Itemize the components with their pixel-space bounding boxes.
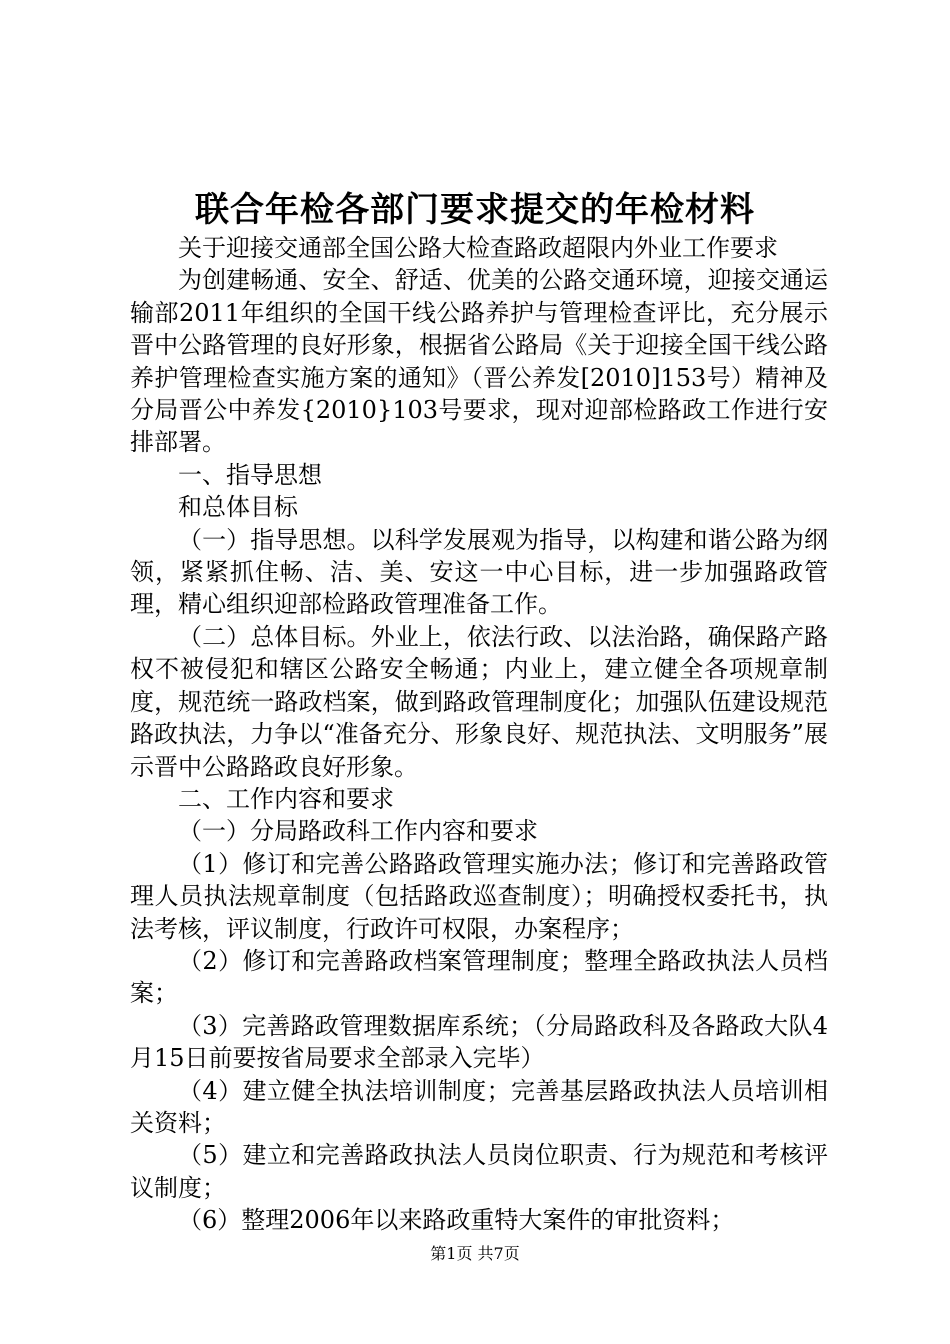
list-item-1: （1）修订和完善公路路政管理实施办法；修订和完善路政管理人员执法规章制度（包括路政巡查制度）；明确授权委托书，执法考核，评议制度，行政许可权限，办案程序； (130, 849, 828, 943)
subsection-heading: （一）分局路政科工作内容和要求 (178, 817, 538, 846)
paragraph-subtitle: 关于迎接交通部全国公路大检查路政超限内外业工作要求 (178, 234, 778, 262)
section-heading-1: 一、指导思想 (178, 460, 322, 489)
paragraph-guiding-thought: （一）指导思想。以科学发展观为指导，以构建和谐公路为纲领，紧紧抓住畅、洁、美、安这一中心目标，进一步加强路政管理，精心组织迎部检路政管理准备工作。 (130, 525, 828, 619)
list-item-5: （5）建立和完善路政执法人员岗位职责、行为规范和考核评议制度； (130, 1141, 828, 1202)
list-item-4: （4）建立健全执法培训制度；完善基层路政执法人员培训相关资料； (130, 1076, 828, 1137)
document-body (130, 232, 828, 1237)
section-heading-1-continued: 和总体目标 (178, 493, 298, 522)
list-item-2: （2）修订和完善路政档案管理制度；整理全路政执法人员档案； (130, 946, 828, 1008)
paragraph-intro: 为创建畅通、安全、舒适、优美的公路交通环境，迎接交通运输部2011年组织的全国干线公路养护与管理检查评比，充分展示晋中公路管理的良好形象，根据省公路局《关于迎接全国干线公路养护管理检查实施方案的通知》（晋公养发[2010]153号）精神及分局晋公中养发{2010}103号要求，现对迎部检路政工作进行安排部署。 (130, 266, 828, 457)
page-footer: 第1页 共7页 (430, 1244, 520, 1263)
document-title: 联合年检各部门要求提交的年检材料 (195, 190, 755, 230)
list-item-6: （6）整理2006年以来路政重特大案件的审批资料； (178, 1206, 735, 1235)
section-heading-2: 二、工作内容和要求 (178, 784, 394, 813)
paragraph-overall-goal: （二）总体目标。外业上，依法行政、以法治路，确保路产路权不被侵犯和辖区公路安全畅通；内业上，建立健全各项规章制度，规范统一路政档案，做到路政管理制度化；加强队伍建设规范路政执法，力争以“准备充分、形象良好、规范执法、文明服务”展示晋中公路路政良好形象。 (130, 622, 828, 781)
list-item-3: （3）完善路政管理数据库系统；（分局路政科及各路政大队4月15日前要按省局要求全部录入完毕） (130, 1011, 828, 1073)
